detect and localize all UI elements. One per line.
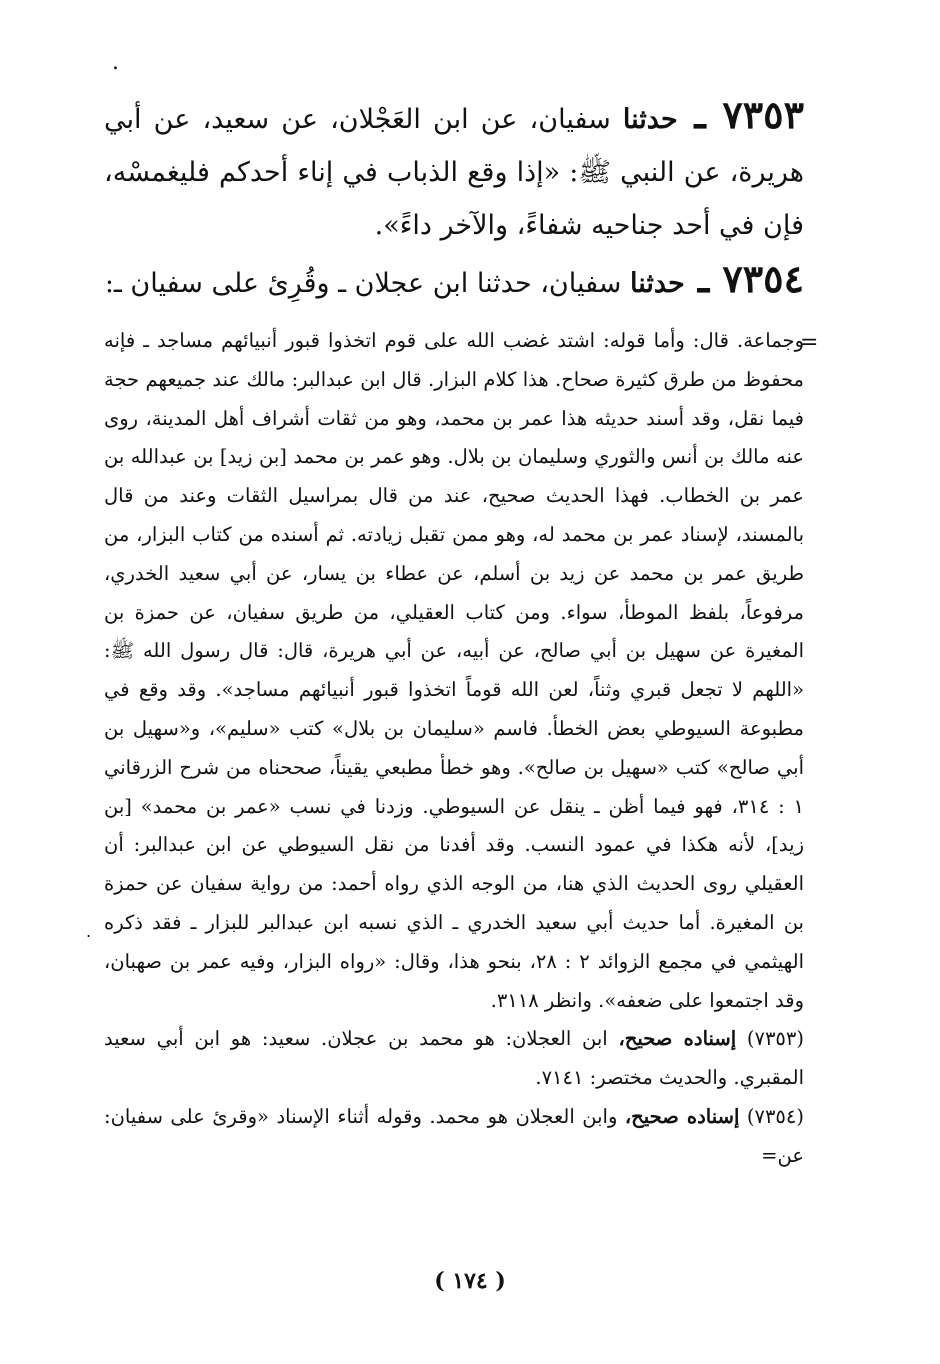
hadith-main-text (104, 88, 804, 310)
haddathana-keyword: حدثنا (622, 104, 678, 135)
hadith-7354 (104, 252, 804, 310)
footnote-7354 (104, 1098, 804, 1176)
footnote-7353 (104, 1020, 804, 1098)
haddathana-keyword: حدثنا (630, 268, 685, 299)
hadith-text: سفيان، عن ابن العَجْلان، عن سعيد، عن أبي هريرة، عن النبي ﷺ: «إذا وقع الذباب في إناء أحدكم فليغمسْه، فإن في أحد جناحيه شفاءً، والآخر داءً». (104, 104, 804, 241)
hadith-number: ٧٣٥٤ (722, 256, 804, 301)
footnote-label: (٧٣٥٤) (746, 1104, 804, 1128)
hadith-number-separator: ـ (677, 92, 723, 137)
top-dot-mark: . (112, 50, 119, 75)
footnote-verdict: إسناده صحيح، (624, 1104, 740, 1128)
footnote-text: ابن العجلان: هو محمد بن عجلان. سعيد: هو ابن أبي سعيد المقبري. والحديث مختصر: ٧١٤١. (104, 1027, 804, 1090)
footnote-verdict: إسناده صحيح، (618, 1027, 737, 1051)
hadith-number-separator: ـ (684, 256, 723, 301)
footnote-continuation-mark: = (800, 330, 819, 355)
hadith-text: سفيان، حدثنا ابن عجلان ـ وقُرِئ على سفيان ـ: (104, 268, 630, 299)
page-number: ( ١٧٤ ) (434, 1268, 506, 1294)
footnotes (104, 322, 804, 1176)
margin-dot-mark: . (86, 922, 92, 941)
footnote-label: (٧٣٥٣) (746, 1027, 804, 1051)
footnote-text: وابن العجلان هو محمد. وقوله أثناء الإسناد «وقرئ على سفيان: عن= (104, 1104, 804, 1167)
footnote-continuation: وجماعة. قال: وأما قوله: اشتد غضب الله على قوم اتخذوا قبور أنبيائهم مساجد ـ فإنه محفوظ من طرق كثيرة صحاح. هذا كلام البزار. قال ابن عبدالبر: مالك عند جميعهم حجة فيما نقل، وقد أسند حديثه هذا عمر بن محمد، وهو من ثقات أشراف أهل المدينة، روى عنه مالك بن أنس والثوري وسليمان بن بلال. وهو عمر بن محمد [بن زيد] بن عبدالله بن عمر بن الخطاب. فهذا الحديث صحيح، عند من قال بمراسيل الثقات وعند من قال بالمسند، لإسناد عمر بن محمد له، وهو ممن تقبل زيادته. ثم أسنده من كتاب البزار، من طريق عمر بن محمد عن زيد بن أسلم، عن عطاء بن يسار، عن أبي سعيد الخدري، مرفوعاً، بلفظ الموطأ، سواء. ومن كتاب العقيلي، من طريق سفيان، عن حمزة بن المغيرة عن سهيل بن أبي صالح، عن أبيه، عن أبي هريرة، قال: قال رسول الله ﷺ: «اللهم لا تجعل قبري وثناً، لعن الله قوماً اتخذوا قبور أنبيائهم مساجد». وقد وقع في مطبوعة السيوطي بعض الخطأ. فاسم «سليمان بن بلال» كتب «سليم»، و«سهيل بن أبي صالح» كتب «سهيل بن صالح». وهو خطأ مطبعي يقيناً، صححناه من شرح الزرقاني ١ : ٣١٤، فهو فيما أظن ـ ينقل عن السيوطي. وزدنا في نسب «عمر بن محمد» [بن زيد]، لأنه هكذا في عمود النسب. وقد أفدنا من نقل السيوطي عن ابن عبدالبر: أن العقيلي روى الحديث الذي هنا، من الوجه الذي رواه أحمد: من رواية سفيان عن حمزة بن المغيرة. أما حديث أبي سعيد الخدري ـ الذي نسبه ابن عبدالبر للبزار ـ فقد ذكره الهيثمي في مجمع الزوائد ٢ : ٢٨، بنحو هذا، وقال: «رواه البزار، وفيه عمر بن صهبان، وقد اجتمعوا على ضعفه». وانظر ٣١١٨. (104, 329, 805, 1012)
hadith-number: ٧٣٥٣ (722, 92, 804, 137)
hadith-7353 (104, 88, 804, 252)
